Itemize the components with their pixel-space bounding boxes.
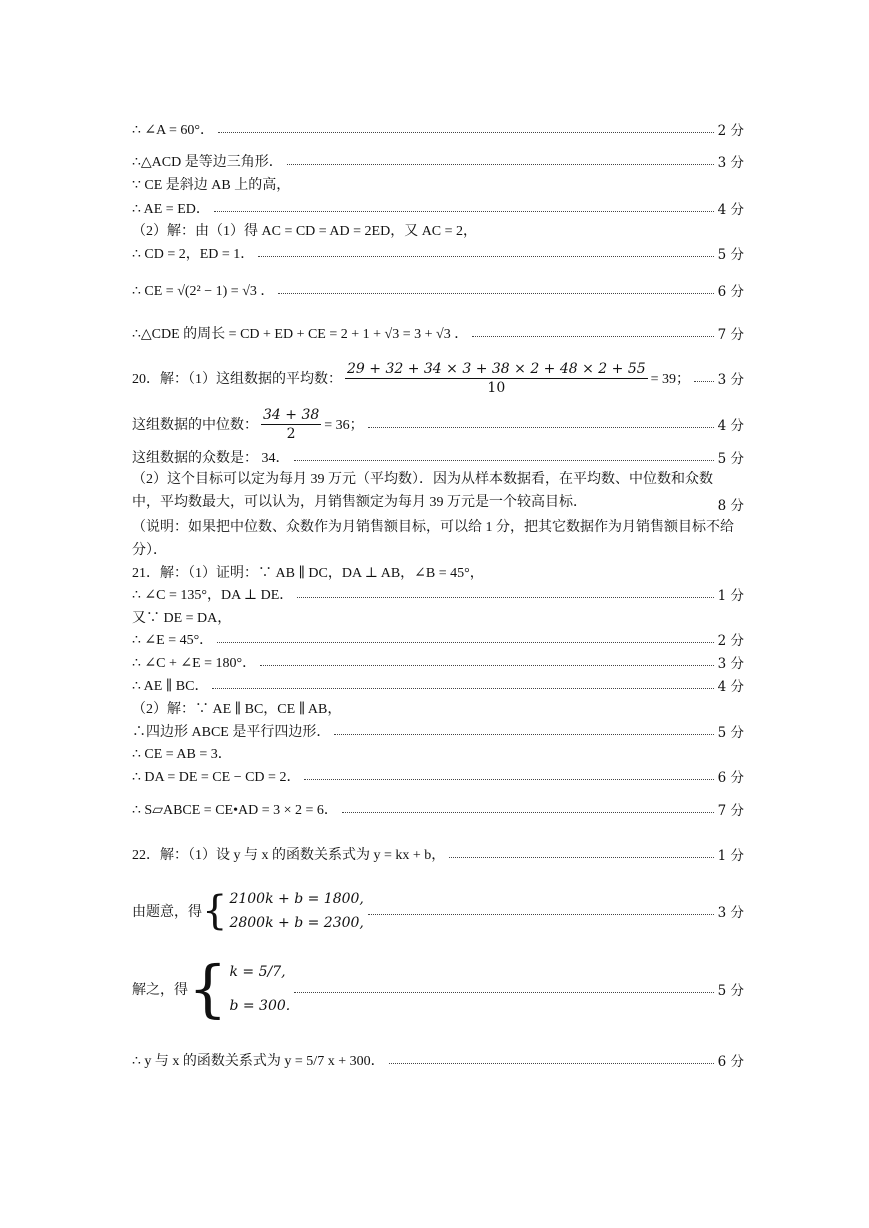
line-text: ∴△CDE 的周长 = CD + ED + CE = 2 + 1 + √3 = 3 + √3 ． xyxy=(132,327,469,342)
line-14 xyxy=(132,561,744,583)
dot-leader xyxy=(694,381,714,382)
line-6 xyxy=(132,242,744,264)
line-text: （2）解：∵ AE ∥ BC，CE ∥ AB， xyxy=(132,702,342,717)
line-text: ∴ y 与 x 的函数关系式为 y = 5/7 x + 300． xyxy=(132,1054,385,1069)
fraction-result: = 39； xyxy=(650,372,691,387)
line-21 xyxy=(132,720,744,742)
score-label: 8 分 xyxy=(717,498,744,514)
dot-leader xyxy=(334,734,713,735)
brace-symbol: { xyxy=(188,952,228,1025)
line-10 xyxy=(132,402,744,446)
line-19 xyxy=(132,674,744,696)
dot-leader xyxy=(294,992,713,993)
line-text: 这组数据的众数是： 34． xyxy=(132,451,290,466)
score-label: 1 分 xyxy=(717,848,744,864)
line-text: ∴ ∠C + ∠E = 180°． xyxy=(132,656,257,671)
line-20 xyxy=(132,697,744,719)
line-text: 20．解：（1）这组数据的平均数： xyxy=(132,372,342,387)
line-text: ∴ CE = AB = 3． xyxy=(132,747,232,762)
line-text: 解之，得 xyxy=(132,983,188,998)
line-text: ∴ ∠C = 135°，DA ⊥ DE． xyxy=(132,588,294,603)
line-23 xyxy=(132,765,744,787)
score-label: 4 分 xyxy=(717,202,744,218)
score-label: 6 分 xyxy=(717,1054,744,1070)
dot-leader xyxy=(212,688,713,689)
line-18 xyxy=(132,651,744,673)
line-25 xyxy=(132,843,744,865)
line-22 xyxy=(132,742,744,764)
score-label: 6 分 xyxy=(717,284,744,300)
dot-leader xyxy=(218,132,714,133)
dot-leader xyxy=(449,857,713,858)
line-text: ∴四边形 ABCE 是平行四边形． xyxy=(132,725,331,740)
line-27 xyxy=(132,950,744,1028)
dot-leader xyxy=(278,293,713,294)
line-text: ∴ ∠E = 45°． xyxy=(132,633,214,648)
line-16 xyxy=(132,606,744,628)
line-4 xyxy=(132,197,744,219)
dot-leader xyxy=(368,427,714,428)
score-label: 5 分 xyxy=(717,451,744,467)
paragraph-text: （说明：如果把中位数、众数作为月销售额目标，可以给 1 分，把其它数据作为月销售额目标不给分）． xyxy=(132,520,734,558)
line-text: ∴ CD = 2，ED = 1． xyxy=(132,247,255,262)
score-label: 7 分 xyxy=(717,803,744,819)
dot-leader xyxy=(368,914,714,915)
dot-leader xyxy=(258,256,713,257)
equation-system xyxy=(229,887,363,935)
fraction-denominator: 10 xyxy=(487,379,506,396)
mean-fraction xyxy=(345,361,648,396)
line-3 xyxy=(132,173,744,195)
line-8 xyxy=(132,322,744,344)
score-label: 4 分 xyxy=(717,679,744,695)
median-fraction xyxy=(261,407,321,442)
line-text: 由题意，得 xyxy=(132,905,202,920)
score-label: 3 分 xyxy=(717,905,744,921)
line-5 xyxy=(132,219,744,241)
line-1 xyxy=(132,118,744,140)
line-26 xyxy=(132,882,744,940)
dot-leader xyxy=(260,665,713,666)
line-text: 21．解：（1）证明：∵ AB ∥ DC，DA ⊥ AB，∠B = 45°， xyxy=(132,566,484,581)
equation-2: 2800k + b = 2300, xyxy=(229,915,364,931)
line-text: （2）解：由（1）得 AC = CD = AD = 2ED，又 AC = 2， xyxy=(132,224,478,239)
dot-leader xyxy=(217,642,713,643)
dot-leader xyxy=(287,164,714,165)
dot-leader xyxy=(472,336,713,337)
score-label: 1 分 xyxy=(717,588,744,604)
line-17 xyxy=(132,628,744,650)
score-label: 4 分 xyxy=(717,418,744,434)
brace-symbol: { xyxy=(202,888,228,934)
line-text: ∴ ∠A = 60°． xyxy=(132,123,214,138)
line-9 xyxy=(132,356,744,400)
line-text: ∴ CE = √(2² − 1) = √3 ． xyxy=(132,284,275,299)
paragraph-text: （2）这个目标可以定为每月 39 万元（平均数）．因为从样本数据看，在平均数、中位数和众数中，平均数最大，可以认为，月销售额定为每月 39 万元是一个较高目标． xyxy=(132,472,713,510)
score-label: 5 分 xyxy=(717,247,744,263)
solution-system xyxy=(229,955,290,1023)
dot-leader xyxy=(214,211,714,212)
line-text: 又∵ DE = DA， xyxy=(132,611,232,626)
line-text: 这组数据的中位数： xyxy=(132,418,258,433)
fraction-denominator: 2 xyxy=(286,425,296,442)
score-label: 3 分 xyxy=(717,155,744,171)
line-text: ∴ AE = ED． xyxy=(132,202,210,217)
score-label: 7 分 xyxy=(717,327,744,343)
line-text: ∴△ACD 是等边三角形． xyxy=(132,155,283,170)
score-label: 2 分 xyxy=(717,633,744,649)
solution-b: b = 300. xyxy=(229,998,291,1014)
line-12 xyxy=(132,468,744,514)
score-label: 5 分 xyxy=(717,983,744,999)
fraction-numerator: 29 + 32 + 34 × 3 + 38 × 2 + 48 × 2 + 55 xyxy=(347,360,646,377)
line-text: ∵ CE 是斜边 AB 上的高， xyxy=(132,178,291,193)
line-2 xyxy=(132,150,744,172)
line-7 xyxy=(132,279,744,301)
line-text: ∴ AE ∥ BC． xyxy=(132,679,209,694)
dot-leader xyxy=(342,812,714,813)
line-11 xyxy=(132,446,744,468)
dot-leader xyxy=(304,779,713,780)
line-text: 22．解：（1）设 y 与 x 的函数关系式为 y = kx + b， xyxy=(132,848,446,863)
line-text: ∴ S▱ABCE = CE•AD = 3 × 2 = 6． xyxy=(132,803,338,818)
score-label: 5 分 xyxy=(717,725,744,741)
dot-leader xyxy=(297,597,713,598)
fraction-result: = 36； xyxy=(324,418,364,433)
dot-leader xyxy=(389,1063,714,1064)
dot-leader xyxy=(294,460,714,461)
score-label: 3 分 xyxy=(717,372,744,388)
score-label: 6 分 xyxy=(717,770,744,786)
score-label: 2 分 xyxy=(717,123,744,139)
line-24 xyxy=(132,798,744,820)
score-label: 3 分 xyxy=(717,656,744,672)
line-15 xyxy=(132,583,744,605)
solution-k: k = 5/7, xyxy=(229,964,286,980)
line-28 xyxy=(132,1047,744,1073)
line-text: ∴ DA = DE = CE − CD = 2． xyxy=(132,770,301,785)
fraction-numerator: 34 + 38 xyxy=(263,406,320,423)
equation-1: 2100k + b = 1800, xyxy=(229,891,364,907)
line-13 xyxy=(132,516,744,562)
